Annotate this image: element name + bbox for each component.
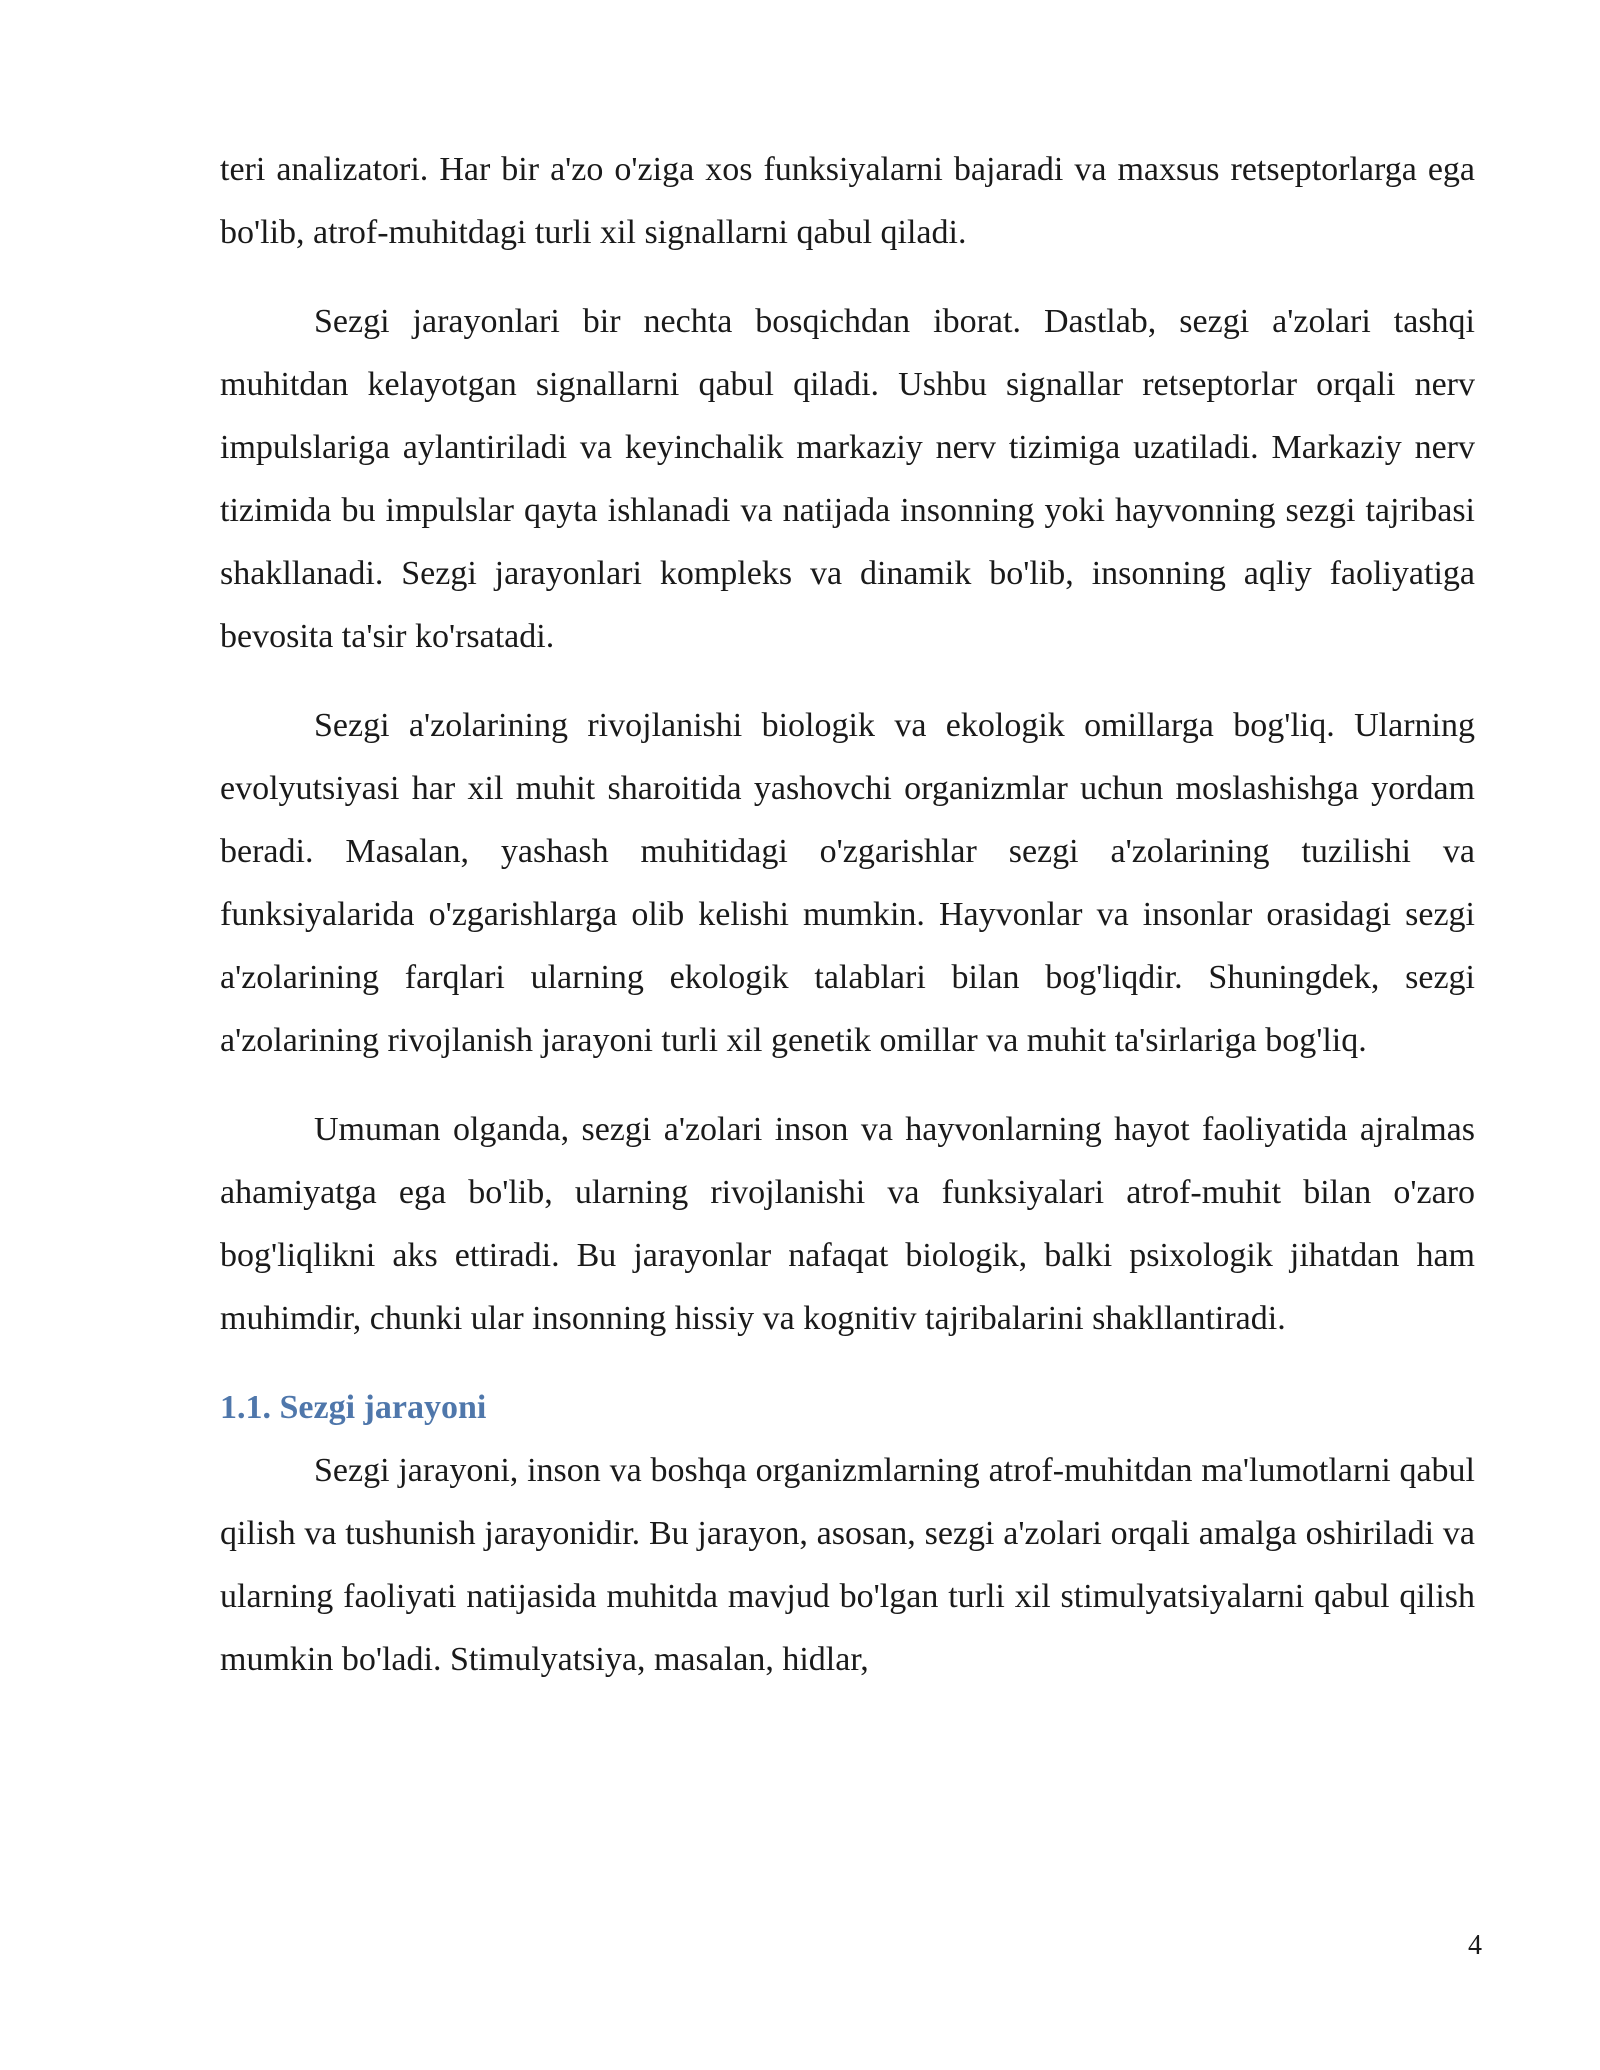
section-heading: 1.1. Sezgi jarayoni: [220, 1389, 487, 1426]
page-number: 4: [1468, 1930, 1482, 1961]
paragraph-sensory-stages: Sezgi jarayonlari bir nechta bosqichdan iborat. Dastlab, sezgi a'zolari tashqi muhitdan kelayotgan signallarni qabul qiladi. Ushbu signallar retseptorlar orqali nerv impulslariga aylantiriladi va keyinchalik markaziy nerv tizimiga uzatiladi. Markaziy nerv tizimida bu impulslar qayta ishlanadi va natijada insonning yoki hayvonning sezgi tajribasi shakllanadi. Sezgi jarayonlari kompleks va dinamik bo'lib, insonning aqliy faoliyatiga bevosita ta'sir ko'rsatadi.: [220, 303, 1475, 655]
paragraph-section-intro: Sezgi jarayoni, inson va boshqa organizmlarning atrof-muhitdan ma'lumotlarni qabul qilish va tushunish jarayonidir. Bu jarayon, asosan, sezgi a'zolari orqali amalga oshiriladi va ularning faoliyati natijasida muhitda mavjud bo'lgan turli xil stimulyatsiyalarni qabul qilish mumkin bo'ladi. Stimulyatsiya, masalan, hidlar,: [220, 1452, 1475, 1678]
paragraph-conclusion: Umuman olganda, sezgi a'zolari inson va hayvonlarning hayot faoliyatida ajralmas ahamiyatga ega bo'lib, ularning rivojlanishi va funksiyalari atrof-muhit bilan o'zaro bog'liqlikni aks ettiradi. Bu jarayonlar nafaqat biologik, balki psixologik jihatdan ham muhimdir, chunki ular insonning hissiy va kognitiv tajribalarini shakllantiradi.: [220, 1111, 1475, 1337]
page-body: [220, 138, 1475, 1717]
paragraph-continuation: teri analizatori. Har bir a'zo o'ziga xos funksiyalarni bajaradi va maxsus retseptorlarga ega bo'lib, atrof-muhitdagi turli xil signallarni qabul qiladi.: [220, 151, 1475, 251]
paragraph-sensory-development: Sezgi a'zolarining rivojlanishi biologik va ekologik omillarga bog'liq. Ularning evolyutsiyasi har xil muhit sharoitida yashovchi organizmlar uchun moslashishga yordam beradi. Masalan, yashash muhitidagi o'zgarishlar sezgi a'zolarining tuzilishi va funksiyalarida o'zgarishlarga olib kelishi mumkin. Hayvonlar va insonlar orasidagi sezgi a'zolarining farqlari ularning ekologik talablari bilan bog'liqdir. Shuningdek, sezgi a'zolarining rivojlanish jarayoni turli xil genetik omillar va muhit ta'sirlariga bog'liq.: [220, 707, 1475, 1059]
